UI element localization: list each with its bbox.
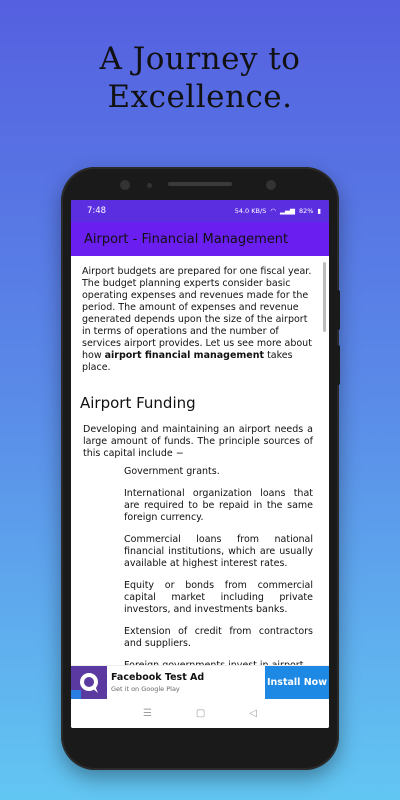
intro-paragraph bbox=[80, 266, 317, 374]
page-title: Airport - Financial Management bbox=[84, 231, 289, 247]
network-speed: 54.0 KB/S bbox=[234, 207, 267, 215]
article-content[interactable] bbox=[71, 256, 329, 677]
promo-headline bbox=[0, 40, 400, 116]
app-bar bbox=[71, 222, 329, 256]
status-icons bbox=[235, 207, 321, 215]
ad-app-icon bbox=[71, 666, 107, 700]
ad-text bbox=[107, 672, 265, 693]
battery-icon: ▮ bbox=[317, 207, 321, 215]
headline-line-1: A Journey to bbox=[99, 41, 301, 77]
list-item: Commercial loans from national financial institutions, which are usually available at highest interest rates. bbox=[124, 534, 313, 569]
battery-percent: 82% bbox=[298, 207, 314, 215]
recents-icon[interactable]: ☰ bbox=[142, 708, 152, 719]
funding-paragraph: Developing and maintaining an airport needs a large amount of funds. The principle sources of this capital include − bbox=[83, 424, 313, 459]
section-title: Airport Funding bbox=[80, 394, 196, 412]
install-now-button[interactable]: Install Now bbox=[265, 666, 329, 700]
list-item: Government grants. bbox=[124, 466, 220, 477]
signal-icon: ▂▄▆ bbox=[279, 207, 295, 215]
ad-subtitle: Get it on Google Play bbox=[111, 685, 180, 693]
intro-tail-text: takes place. bbox=[82, 350, 293, 373]
status-bar bbox=[71, 200, 329, 222]
list-item: International organization loans that are required to be repaid in the same foreign currency. bbox=[124, 488, 313, 523]
power-button bbox=[336, 290, 340, 330]
list-item: Equity or bonds from commercial capital market including private investors, and investments banks. bbox=[124, 580, 313, 615]
ad-title: Facebook Test Ad bbox=[111, 672, 205, 683]
system-nav-bar bbox=[71, 699, 329, 728]
ad-banner[interactable] bbox=[71, 665, 329, 699]
headline-line-2: Excellence. bbox=[107, 79, 293, 115]
intro-bold-text: airport financial management bbox=[104, 350, 265, 361]
front-camera-icon bbox=[120, 180, 130, 190]
phone-screen bbox=[71, 200, 329, 728]
wifi-icon: ◠ bbox=[270, 207, 276, 215]
funding-sources-list bbox=[124, 466, 317, 672]
front-camera-2-icon bbox=[266, 180, 276, 190]
home-icon[interactable]: ▢ bbox=[195, 708, 206, 719]
volume-button bbox=[336, 345, 340, 385]
back-icon[interactable]: ◁ bbox=[249, 708, 257, 719]
status-time: 7:48 bbox=[87, 206, 107, 216]
list-item: Extension of credit from contractors and suppliers. bbox=[124, 626, 313, 649]
intro-text: Airport budgets are prepared for one fiscal year. The budget planning experts consider basic operating expenses and revenues made for the period. The amount of expenses and revenue generated depends upon the size of the airport in terms of operations and the number of services airport provides. Let us see more about how bbox=[82, 266, 312, 361]
speaker-grille bbox=[168, 182, 232, 186]
sensor-icon bbox=[147, 183, 152, 188]
scrollbar[interactable] bbox=[323, 262, 326, 332]
chat-bubble-icon bbox=[71, 666, 107, 700]
